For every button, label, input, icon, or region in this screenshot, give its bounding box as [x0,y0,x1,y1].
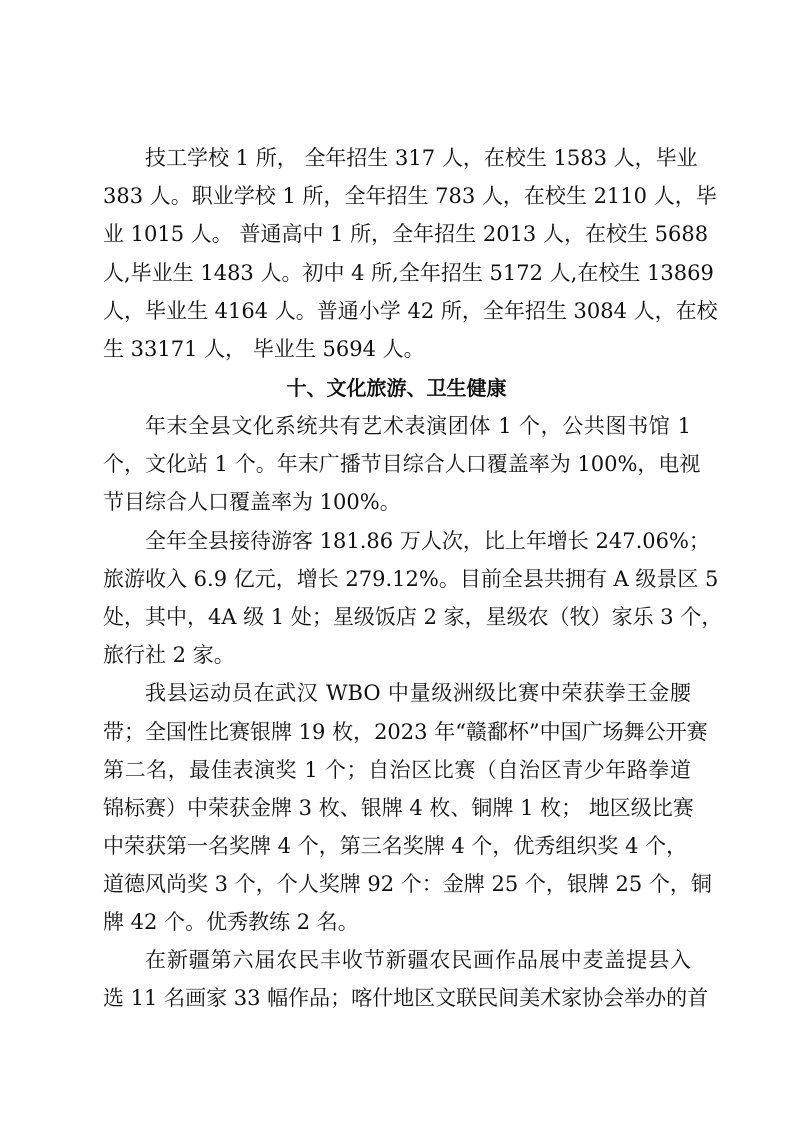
paragraph-line: 处，其中，4A 级 1 处；星级饭店 2 家，星级农（牧）家乐 3 个， [103,605,723,629]
paragraph-line: 选 11 名画家 33 幅作品；喀什地区文联民间美术家协会举办的首 [103,986,709,1010]
paragraph-line: 旅行社 2 家。 [103,643,235,667]
paragraph-line: 技工学校 1 所， 全年招生 317 人，在校生 1583 人，毕业 [145,146,698,170]
paragraph-line: 人,毕业生 1483 人。初中 4 所,全年招生 5172 人,在校生 13869 [103,261,714,285]
paragraph-line: 生 33171 人， 毕业生 5694 人。 [103,337,425,361]
paragraph-line: 牌 42 个。优秀教练 2 名。 [103,910,359,934]
paragraph-line: 业 1015 人。 普通高中 1 所，全年招生 2013 人，在校生 5688 [103,222,709,246]
paragraph-line: 旅游收入 6.9 亿元，增长 279.12%。目前全县共拥有 A 级景区 5 [103,567,719,591]
paragraph-line: 在新疆第六届农民丰收节新疆农民画作品展中麦盖提县入 [145,948,691,972]
paragraph-line: 383 人。职业学校 1 所，全年招生 783 人，在校生 2110 人，毕 [103,184,717,208]
paragraph-line: 我县运动员在武汉 WBO 中量级洲级比赛中荣获拳王金腰 [145,681,691,705]
section-heading: 十、文化旅游、卫生健康 [286,376,507,400]
paragraph-line: 道德风尚奖 3 个，个人奖牌 92 个：金牌 25 个，银牌 25 个，铜 [103,872,712,896]
paragraph-line: 人，毕业生 4164 人。普通小学 42 所，全年招生 3084 人，在校 [103,299,718,323]
paragraph-line: 锦标赛）中荣获金牌 3 枚、银牌 4 枚、铜牌 1 枚； 地区级比赛 [103,796,694,820]
paragraph-line: 中荣获第一名奖牌 4 个，第三名奖牌 4 个，优秀组织奖 4 个， [103,834,688,858]
paragraph-line: 全年全县接待游客 181.86 万人次，比上年增长 247.06%； [145,529,710,553]
paragraph-line: 节目综合人口覆盖率为 100%。 [103,490,401,514]
paragraph-line: 个，文化站 1 个。年末广播节目综合人口覆盖率为 100%，电视 [103,452,701,476]
paragraph-line: 第二名，最佳表演奖 1 个；自治区比赛（自治区青少年路拳道 [103,758,691,782]
paragraph-line: 年末全县文化系统共有艺术表演团体 1 个，公共图书馆 1 [145,414,691,438]
paragraph-line: 带；全国性比赛银牌 19 枚，2023 年“赣鄱杯”中国广场舞公开赛 [103,720,708,744]
